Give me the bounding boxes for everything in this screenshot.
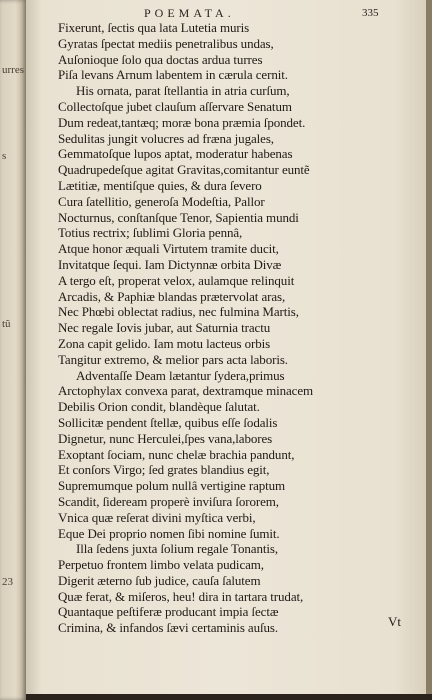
poem-line: Lætitiæ, mentiſque quies, & dura ſevero: [58, 177, 262, 193]
gutter-fragment: s: [2, 150, 7, 162]
poem-line: Vnica quæ reſerat divini myſtica verbi,: [58, 509, 256, 525]
poem-line: Crimina, & infandos ſævi certaminis auſus.: [58, 620, 279, 636]
poem-line: Dum redeat,tantæq; moræ bona præmia ſpondet.: [58, 114, 306, 130]
poem-line: Piſa levans Arnum labentem in cærula cernit.: [58, 67, 288, 83]
gutter-fragment: 23: [2, 576, 13, 588]
poem-line: Atque honor æquali Virtutem tramite ducit,: [58, 241, 279, 257]
poem-line: Gyratas ſpectat mediis penetralibus undas,: [58, 35, 274, 51]
poem-line: Debilis Orion condit, blandèque ſalutat.: [58, 399, 260, 415]
poem-line: Fixerunt, ſectis qua lata Lutetia muris: [58, 20, 250, 35]
page-bottom-shadow: [26, 694, 432, 700]
poem-line: Invitatque ſequi. Iam Dictynnæ orbita Divæ: [58, 256, 282, 272]
facing-page-gutter: [0, 0, 26, 700]
poem-line: Nocturnus, conſtanſque Tenor, Sapientia mundi: [58, 209, 299, 225]
poem-line: Supremumque polum nullâ vertigine raptum: [58, 478, 286, 494]
poem-line: Nec regale Iovis jubar, aut Saturnia tractu: [58, 320, 271, 336]
poem-line: Illa ſedens juxta ſolium regale Tonantis,: [76, 541, 278, 557]
poem-line: Quadrupedeſque agitat Gravitas,comitantur euntẽ: [58, 162, 310, 178]
poem-line: Scandit, ſideream properè inviſura ſororem,: [58, 493, 279, 509]
book-page: [26, 0, 428, 694]
poem-line: Cura ſatellitio, generoſa Modeſtia, Pallor: [58, 193, 265, 209]
poem-line: Perpetuo frontem limbo velata pudicam,: [58, 557, 264, 573]
catchword: Vt: [388, 614, 401, 629]
poem-line: A tergo eſt, properat velox, aulamque relinquit: [58, 272, 295, 288]
poem-line: Adventaſſe Deam lætantur ſydera,primus: [76, 367, 285, 383]
poem-line: Arctophylax convexa parat, dextramque minacem: [58, 383, 314, 399]
running-title: POEMATA.: [144, 6, 235, 20]
poem-text-block: [58, 20, 416, 636]
poem-line: Eque Dei proprio nomen ſibi nomine ſumit.: [58, 525, 280, 541]
poem-line: Auſonioque ſolo qua doctas ardua turres: [58, 51, 263, 67]
poem-line: Dignetur, nunc Herculei,ſpes vana,labores: [58, 430, 273, 446]
poem-line: Quantaque peſtiferæ producant impia ſectæ: [58, 604, 279, 620]
poem-line: His ornata, parat ſtellantia in atria curſum,: [76, 83, 290, 99]
page-number: 335: [362, 7, 379, 19]
poem-line: Et conſors Virgo; ſed grates blandius egit,: [58, 462, 270, 478]
poem-line: Quæ ferat, & miſeros, heu! dira in tartara trudat,: [58, 588, 304, 604]
poem-line: Arcadis, & Paphiæ blandas prætervolat aras,: [58, 288, 286, 304]
gutter-fragment: urres: [2, 64, 24, 76]
poem-line: Sollicitæ pendent ſtellæ, quibus eſſe ſodalis: [58, 414, 278, 430]
poem-line: Totius rectrix; ſublimi Gloria pennâ,: [58, 225, 243, 241]
gutter-fragment: tũ: [2, 318, 11, 330]
poem-line: Digerit æterno ſub judice, cauſa ſalutem: [58, 572, 261, 588]
poem-line: Gemmatoſque lupos aptat, moderatur habenas: [58, 146, 293, 162]
poem-line: Collectoſque jubet clauſum aſſervare Senatum: [58, 98, 292, 114]
poem-line: Sedulitas jungit volucres ad fræna jugales,: [58, 130, 274, 146]
poem-line: Exoptant ſociam, nunc chelæ brachia pandunt,: [58, 446, 295, 462]
poem-line: Tangitur extremo, & melior pars acta laboris.: [58, 351, 288, 367]
page-edge: [426, 0, 432, 700]
poem-line: Zona capit gelido. Iam motu lacteus orbis: [58, 335, 271, 351]
poem-line: Nec Phœbi oblectat radius, nec fulmina Martis,: [58, 304, 299, 320]
